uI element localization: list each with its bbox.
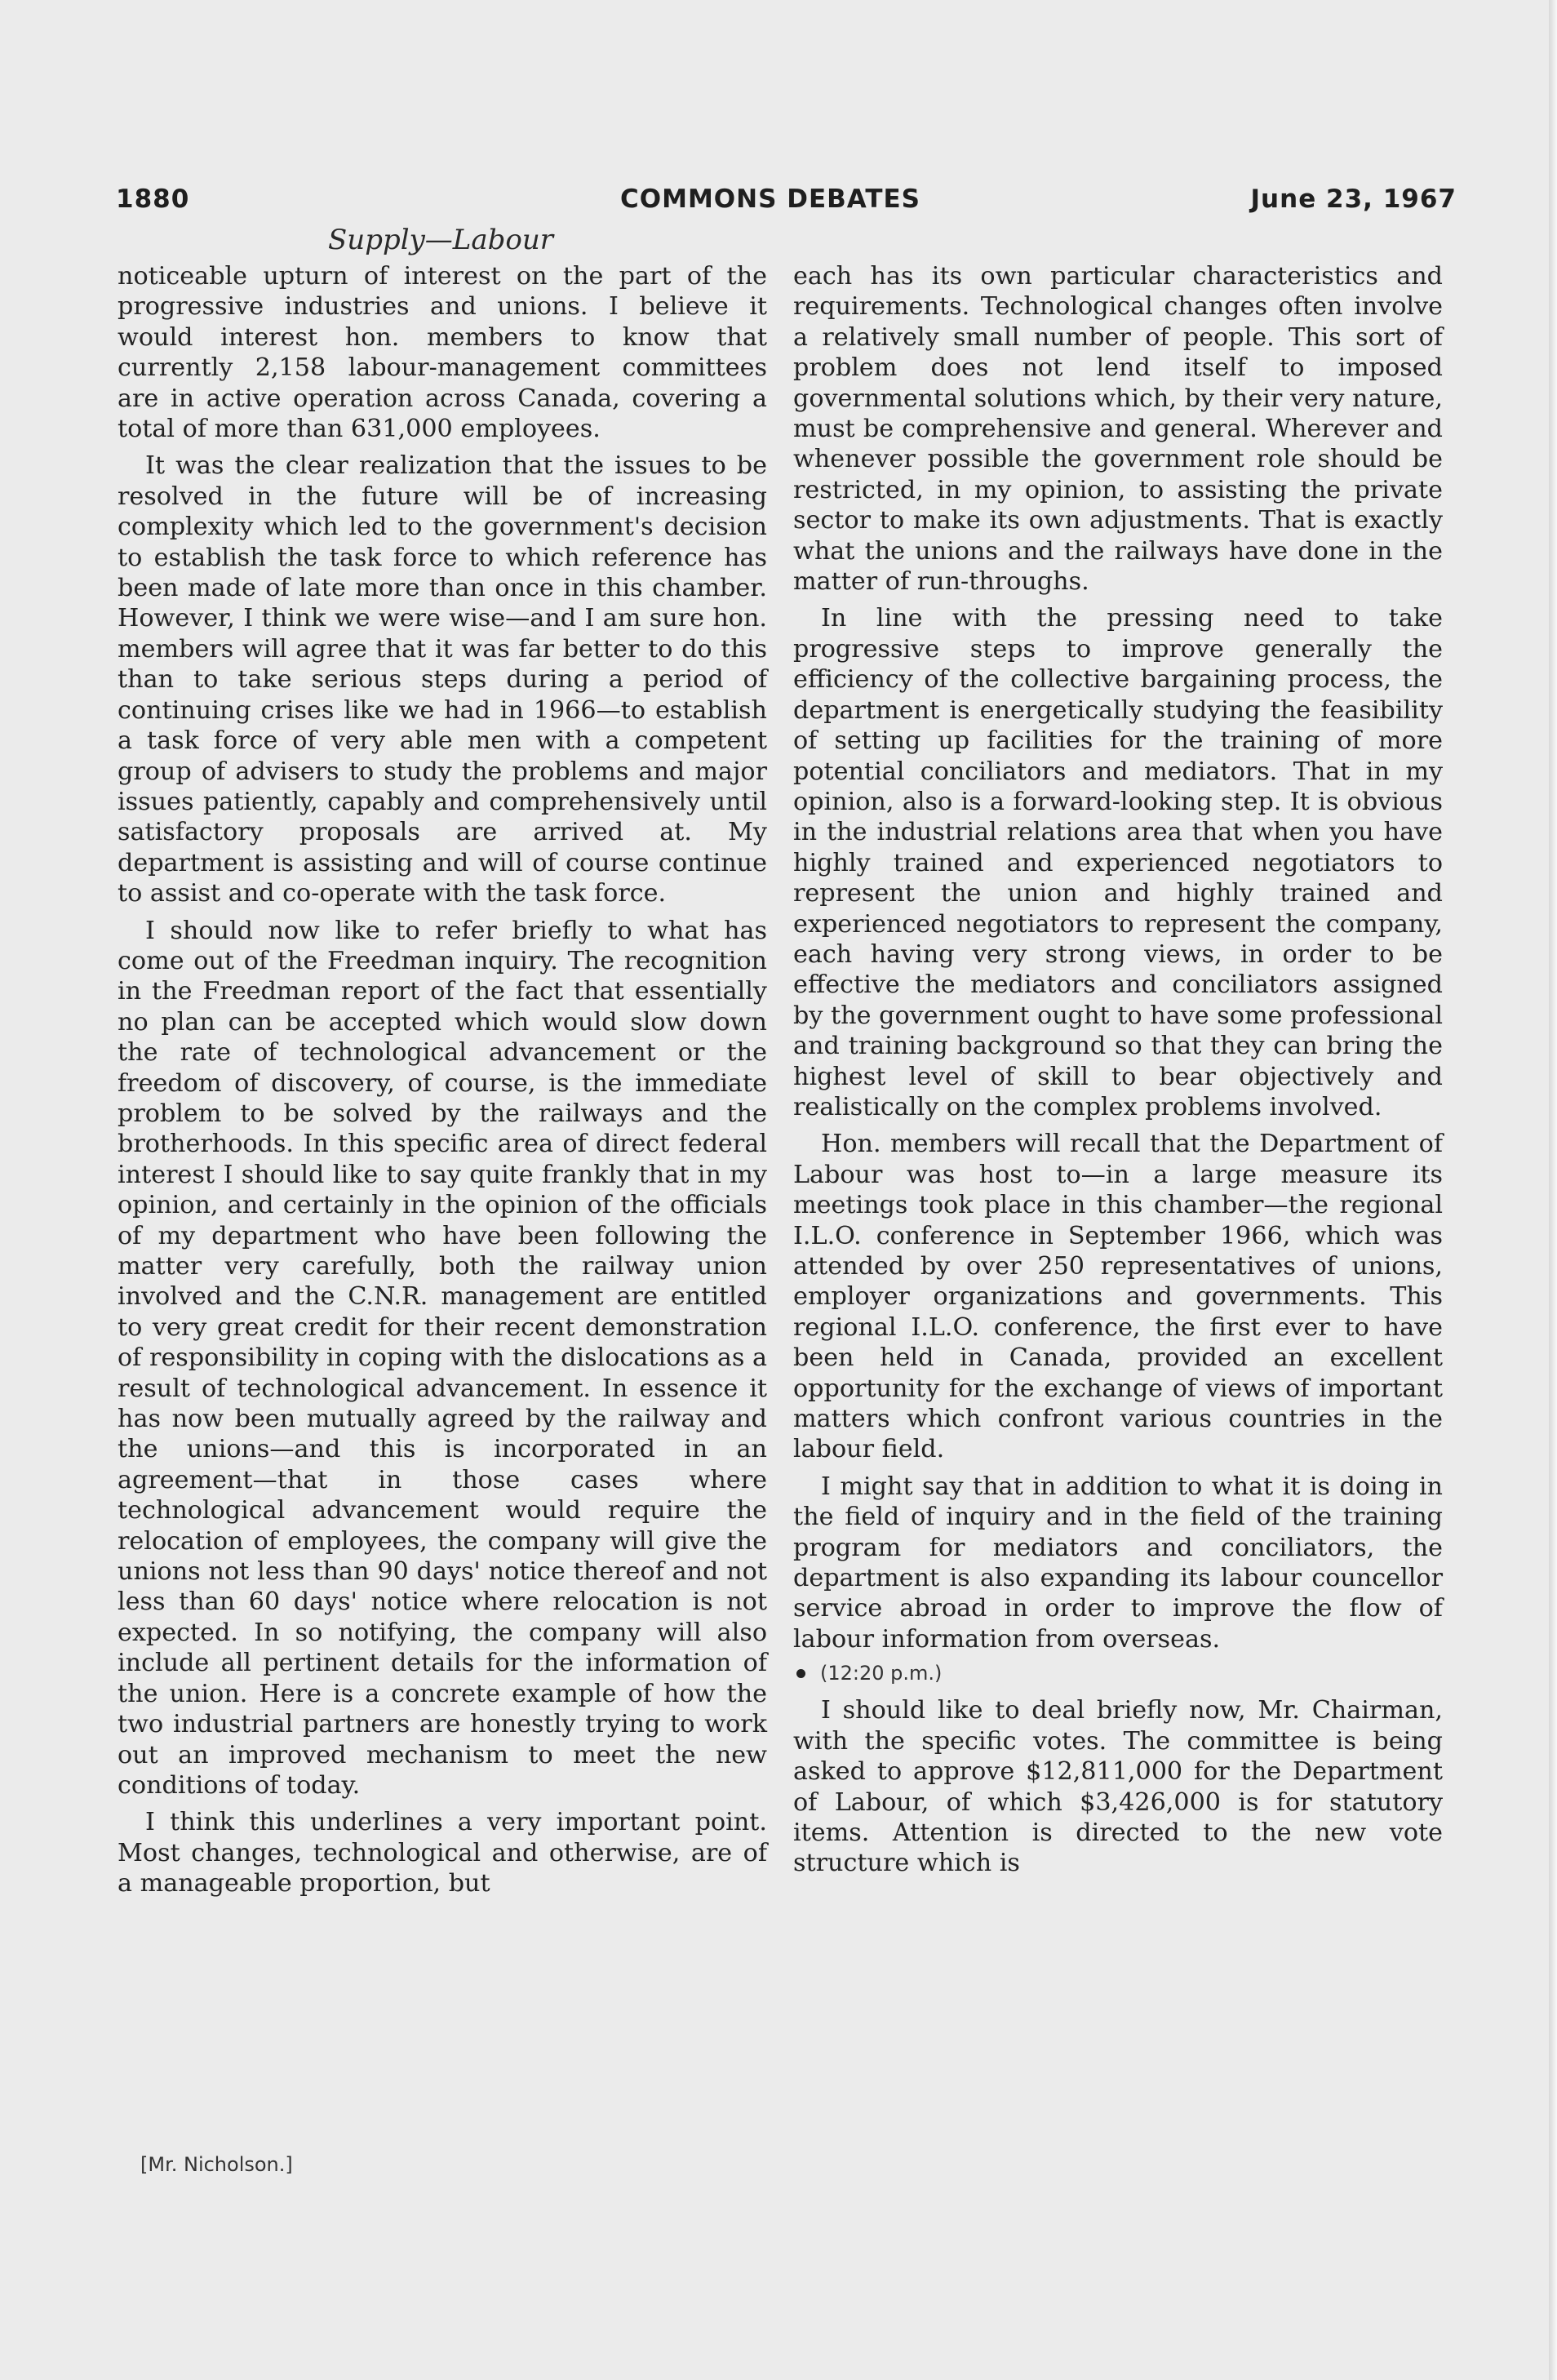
page-number: 1880 [116,184,190,214]
speaker-attribution: [Mr. Nicholson.] [140,2153,293,2176]
paragraph: In line with the pressing need to take progressive steps to improve generally the efficiency of the collective bargaining process, the department is energetically studying the feasibility of setting up facilities for the training of more potential conciliators and mediators. That in my opinion, also is a forward-looking step. It is obvious in the industrial relations area that when you have highly trained and experienced negotiators to represent the union and highly trained and experienced negotiators to represent the company, each having very strong views, in order to be effective the mediators and conciliators assigned by the government ought to have some professional and training background so that they can bring the highest level of skill to bear objectively and realistically on the complex problems involved. [793,604,1443,1121]
paragraph: each has its own particular characteristics and requirements. Technological changes often involve a relatively small number of people. This sort of problem does not lend itself to imposed governmental solutions which, by their very nature, must be comprehensive and general. Wherever and whenever possible the government role should be restricted, in my opinion, to assisting the private sector to make its own adjustments. That is exactly what the unions and the railways have done in the matter of run-throughs. [793,262,1443,597]
issue-date: June 23, 1967 [1250,184,1457,214]
paragraph: I think this underlines a very important point. Most changes, technological and otherwise, are of a manageable proportion, but [118,1808,767,1898]
running-subtitle: Supply—Labour [328,224,554,256]
time-marker [793,1661,1443,1685]
bullet-icon [796,1669,805,1678]
time-marker-text: (12:20 p.m.) [820,1662,943,1685]
paragraph: I should now like to refer briefly to what has come out of the Freedman inquiry. The recognition in the Freedman report of the fact that essentially no plan can be accepted which would slow down the rate of technological advancement or the freedom of discovery, of course, is the immediate problem to be solved by the railways and the brotherhoods. In this specific area of direct federal interest I should like to say quite frankly that in my opinion, and certainly in the opinion of the officials of my department who have been following the matter very carefully, both the railway union involved and the C.N.R. management are entitled to very great credit for their recent demonstration of responsibility in coping with the dislocations as a result of technological advancement. In essence it has now been mutually agreed by the railway and the unions—and this is incorporated in an agreement—that in those cases where technological advancement would require the relocation of employees, the company will give the unions not less than 90 days' notice thereof and not less than 60 days' notice where relocation is not expected. In so notifying, the company will also include all pertinent details for the information of the union. Here is a concrete example of how the two industrial partners are honestly trying to work out an improved mechanism to meet the new conditions of today. [118,916,767,1800]
paragraph: noticeable upturn of interest on the part of the progressive industries and unions. I believe it would interest hon. members to know that currently 2,158 labour-management committees are in active operation across Canada, covering a total of more than 631,000 employees. [118,262,767,444]
paragraph: It was the clear realization that the issues to be resolved in the future will be of increasing complexity which led to the government's decision to establish the task force to which reference has been made of late more than once in this chamber. However, I think we were wise—and I am sure hon. members will agree that it was far better to do this than to take serious steps during a period of continuing crises like we had in 1966—to establish a task force of very able men with a competent group of advisers to study the problems and major issues patiently, capably and comprehensively until satisfactory proposals are arrived at. My department is assisting and will of course continue to assist and co-operate with the task force. [118,451,767,908]
right-column [793,261,1443,1879]
paragraph: Hon. members will recall that the Department of Labour was host to—in a large measure its meetings took place in this chamber—the regional I.L.O. conference in September 1966, which was attended by over 250 representatives of unions, employer organizations and governments. This regional I.L.O. conference, the first ever to have been held in Canada, provided an excellent opportunity for the exchange of views of important matters which confront various countries in the labour field. [793,1130,1443,1464]
page-edge [1549,0,1557,2380]
paragraph: I should like to deal briefly now, Mr. Chairman, with the specific votes. The committee is being asked to approve $12,811,000 for the Department of Labour, of which $3,426,000 is for statutory items. Attention is directed to the new vote structure which is [793,1696,1443,1878]
paragraph: I might say that in addition to what it is doing in the field of inquiry and in the field of the training program for mediators and conciliators, the department is also expanding its labour councellor service abroad in order to improve the flow of labour information from overseas. [793,1472,1443,1654]
publication-title: COMMONS DEBATES [620,184,920,214]
left-column [118,261,767,1899]
